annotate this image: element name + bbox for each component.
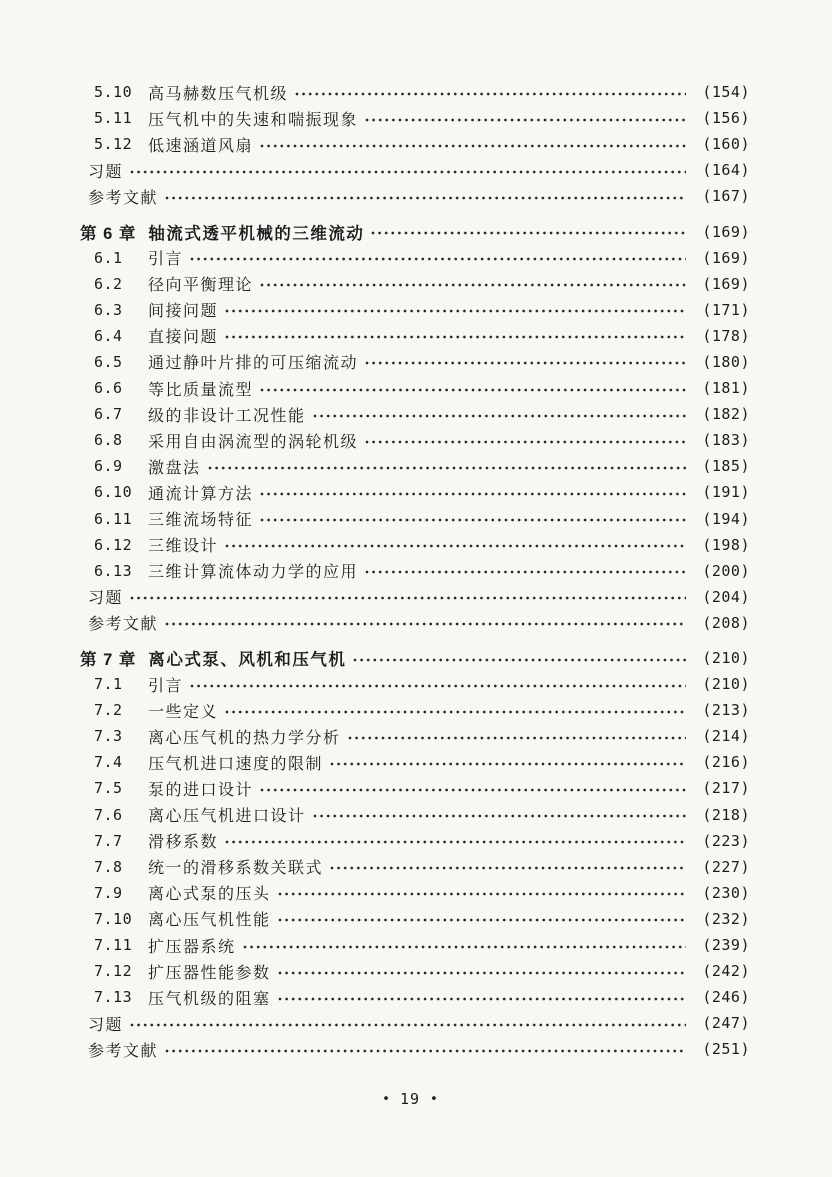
dot-leader: [260, 787, 686, 795]
dot-leader: [165, 621, 686, 629]
page-number: (227): [702, 857, 750, 876]
dot-leader: [243, 944, 686, 952]
misc-title: 参考文献: [88, 1042, 159, 1060]
section-number: 6.10: [94, 483, 133, 502]
dot-leader: [313, 413, 686, 421]
section-number: 7.8: [94, 857, 123, 876]
table-of-contents: [80, 79, 750, 1062]
misc-title: 习题: [88, 590, 124, 608]
page-number: (217): [702, 779, 750, 798]
misc-title: 习题: [88, 163, 124, 181]
toc-entry-row: [80, 532, 750, 558]
toc-entry-row: [80, 749, 750, 775]
dot-leader: [365, 569, 686, 577]
section-title: 高马赫数压气机级: [148, 85, 289, 103]
section-title: 压气机进口速度的限制: [148, 755, 324, 773]
page-number: (167): [702, 187, 750, 206]
section-title: 三维设计: [148, 538, 219, 556]
page-number: (194): [702, 509, 750, 528]
page-number: (183): [702, 431, 750, 450]
section-number: 7.9: [94, 883, 123, 902]
page-number: (164): [702, 161, 750, 180]
dot-leader: [130, 169, 686, 177]
page-number: (242): [702, 962, 750, 981]
section-number: 7.3: [94, 727, 123, 746]
dot-leader: [190, 256, 686, 264]
dot-leader: [260, 517, 686, 525]
toc-entry-row: [80, 984, 750, 1010]
page-number: (247): [702, 1014, 750, 1033]
section-title: 低速涵道风扇: [148, 137, 254, 155]
toc-entry-row: [80, 131, 750, 157]
folio-number: 19: [399, 1090, 421, 1108]
dot-leader: [130, 1022, 686, 1030]
page-number: (154): [702, 83, 750, 102]
dot-leader: [365, 360, 686, 368]
page-number: (169): [702, 222, 750, 241]
section-number: 6.13: [94, 561, 133, 580]
page-number: (204): [702, 587, 750, 606]
section-number: 6.8: [94, 431, 123, 450]
toc-misc-row: [80, 1010, 750, 1036]
section-number: 7.11: [94, 936, 133, 955]
dot-leader: [225, 839, 686, 847]
section-title: 离心压气机的热力学分析: [148, 729, 341, 747]
toc-entry-row: [80, 723, 750, 749]
section-title: 间接问题: [148, 303, 219, 321]
section-title: 压气机级的阻塞: [148, 990, 271, 1008]
section-title: 采用自由涡流型的涡轮机级: [148, 433, 359, 451]
page-number: (210): [702, 649, 750, 668]
toc-entry-row: [80, 427, 750, 453]
toc-entry-row: [80, 453, 750, 479]
section-title: 三维流场特征: [148, 512, 254, 530]
toc-entry-row: [80, 558, 750, 584]
section-number: 6.1: [94, 248, 123, 267]
page-number: (171): [702, 300, 750, 319]
page-number: (169): [702, 274, 750, 293]
toc-entry-row: [80, 671, 750, 697]
toc-entry-row: [80, 906, 750, 932]
dot-leader: [260, 282, 686, 290]
toc-misc-row: [80, 584, 750, 610]
chapter-heading-row: [80, 645, 750, 671]
toc-misc-row: [80, 157, 750, 183]
page-number: (181): [702, 379, 750, 398]
dot-leader: [208, 465, 686, 473]
page-number: (191): [702, 483, 750, 502]
page-number: (246): [702, 988, 750, 1007]
section-title: 扩压器性能参数: [148, 964, 271, 982]
page-number: (213): [702, 701, 750, 720]
page-number: (182): [702, 405, 750, 424]
dot-leader: [130, 595, 686, 603]
chapter-heading-row: [80, 218, 750, 244]
dot-leader: [260, 143, 686, 151]
folio-right-dot: •: [430, 1092, 438, 1107]
toc-entry-row: [80, 245, 750, 271]
dot-leader: [353, 657, 686, 665]
chapter-title: 离心式泵、风机和压气机: [148, 651, 347, 670]
dot-leader: [278, 970, 686, 978]
toc-entry-row: [80, 958, 750, 984]
section-number: 5.11: [94, 109, 133, 128]
chapter-group: [80, 645, 750, 1063]
page-number: (178): [702, 326, 750, 345]
toc-entry-row: [80, 297, 750, 323]
dot-leader: [278, 996, 686, 1004]
misc-title: 习题: [88, 1016, 124, 1034]
misc-title: 参考文献: [88, 189, 159, 207]
section-title: 扩压器系统: [148, 938, 236, 956]
page-number: (200): [702, 561, 750, 580]
section-number: 6.4: [94, 326, 123, 345]
section-title: 三维计算流体动力学的应用: [148, 564, 359, 582]
page-number: (218): [702, 805, 750, 824]
toc-misc-row: [80, 183, 750, 209]
page-number: (180): [702, 352, 750, 371]
dot-leader: [371, 230, 686, 238]
section-title: 压气机中的失速和喘振现象: [148, 111, 359, 129]
page-number: (232): [702, 909, 750, 928]
section-title: 激盘法: [148, 459, 201, 477]
toc-entry-row: [80, 932, 750, 958]
dot-leader: [225, 709, 686, 717]
dot-leader: [365, 117, 686, 125]
toc-entry-row: [80, 697, 750, 723]
chapter-group: [80, 79, 750, 209]
section-number: 5.10: [94, 83, 133, 102]
page-footer: [80, 1090, 740, 1108]
section-number: 7.7: [94, 831, 123, 850]
chapter-title: 轴流式透平机械的三维流动: [148, 224, 365, 243]
section-title: 引言: [148, 677, 184, 695]
page-number: (216): [702, 753, 750, 772]
toc-misc-row: [80, 1036, 750, 1062]
toc-entry-row: [80, 880, 750, 906]
chapter-label: 第 6 章: [80, 224, 137, 243]
toc-entry-row: [80, 375, 750, 401]
page-number: (214): [702, 727, 750, 746]
toc-entry-row: [80, 323, 750, 349]
section-title: 通过静叶片排的可压缩流动: [148, 355, 359, 373]
section-number: 7.10: [94, 909, 133, 928]
page-number: (185): [702, 457, 750, 476]
section-number: 7.5: [94, 779, 123, 798]
dot-leader: [225, 334, 686, 342]
section-title: 直接问题: [148, 329, 219, 347]
page-number: (169): [702, 248, 750, 267]
toc-misc-row: [80, 610, 750, 636]
dot-leader: [330, 761, 686, 769]
toc-entry-row: [80, 775, 750, 801]
page-number: (251): [702, 1040, 750, 1059]
section-number: 7.4: [94, 753, 123, 772]
toc-entry-row: [80, 349, 750, 375]
section-number: 6.5: [94, 352, 123, 371]
section-title: 级的非设计工况性能: [148, 407, 306, 425]
section-number: 6.7: [94, 405, 123, 424]
dot-leader: [165, 195, 686, 203]
section-title: 等比质量流型: [148, 381, 254, 399]
misc-title: 参考文献: [88, 616, 159, 634]
section-number: 6.6: [94, 379, 123, 398]
section-title: 离心压气机性能: [148, 912, 271, 930]
dot-leader: [190, 683, 686, 691]
section-number: 7.6: [94, 805, 123, 824]
section-title: 泵的进口设计: [148, 781, 254, 799]
toc-entry-row: [80, 506, 750, 532]
toc-entry-row: [80, 401, 750, 427]
section-number: 7.1: [94, 675, 123, 694]
toc-entry-row: [80, 79, 750, 105]
dot-leader: [365, 439, 686, 447]
toc-entry-row: [80, 271, 750, 297]
folio-left-dot: •: [382, 1092, 390, 1107]
page-number: (160): [702, 135, 750, 154]
section-number: 6.11: [94, 509, 133, 528]
chapter-group: [80, 218, 750, 636]
toc-entry-row: [80, 105, 750, 131]
dot-leader: [330, 865, 686, 873]
dot-leader: [295, 91, 686, 99]
page-number: (223): [702, 831, 750, 850]
dot-leader: [260, 387, 686, 395]
dot-leader: [225, 543, 686, 551]
dot-leader: [165, 1048, 686, 1056]
toc-entry-row: [80, 828, 750, 854]
toc-entry-row: [80, 479, 750, 505]
page-number: (239): [702, 936, 750, 955]
page-number: (230): [702, 883, 750, 902]
section-title: 统一的滑移系数关联式: [148, 860, 324, 878]
dot-leader: [278, 891, 686, 899]
page-number: (156): [702, 109, 750, 128]
section-number: 5.12: [94, 135, 133, 154]
dot-leader: [225, 308, 686, 316]
toc-entry-row: [80, 802, 750, 828]
section-number: 6.3: [94, 300, 123, 319]
page-number: (208): [702, 613, 750, 632]
section-number: 7.12: [94, 962, 133, 981]
section-number: 6.2: [94, 274, 123, 293]
section-title: 滑移系数: [148, 834, 219, 852]
section-number: 7.2: [94, 701, 123, 720]
section-number: 6.9: [94, 457, 123, 476]
section-number: 7.13: [94, 988, 133, 1007]
dot-leader: [348, 735, 686, 743]
section-title: 一些定义: [148, 703, 219, 721]
section-title: 引言: [148, 251, 184, 269]
dot-leader: [313, 813, 686, 821]
dot-leader: [278, 917, 686, 925]
toc-entry-row: [80, 854, 750, 880]
chapter-label: 第 7 章: [80, 651, 137, 670]
section-title: 径向平衡理论: [148, 277, 254, 295]
dot-leader: [260, 491, 686, 499]
section-number: 6.12: [94, 535, 133, 554]
section-title: 通流计算方法: [148, 485, 254, 503]
page-number: (198): [702, 535, 750, 554]
section-title: 离心式泵的压头: [148, 886, 271, 904]
section-title: 离心压气机进口设计: [148, 808, 306, 826]
page-number: (210): [702, 675, 750, 694]
